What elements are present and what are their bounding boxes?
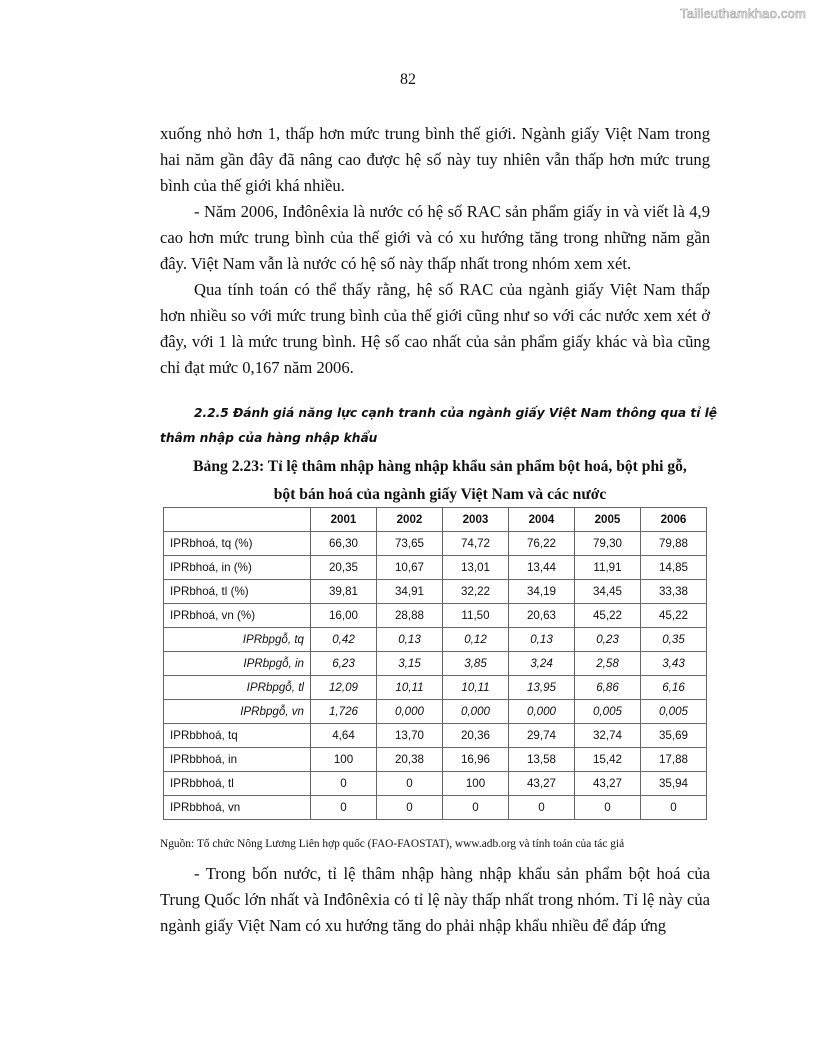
body-text-top (160, 121, 710, 381)
table-cell: 11,50 (443, 604, 509, 628)
table-cell: 45,22 (575, 604, 641, 628)
table-row (164, 676, 707, 700)
table-cell: 10,11 (377, 676, 443, 700)
table-cell: 6,16 (641, 676, 707, 700)
section-heading: 2.2.5 Đánh giá năng lực cạnh tranh của ngành giấy Việt Nam thông qua tỉ lệ thâm nhập của hàng nhập khẩu (160, 406, 718, 445)
table-cell: 0 (575, 796, 641, 820)
table-cell: 32,74 (575, 724, 641, 748)
table-cell: 13,01 (443, 556, 509, 580)
year-header: 2002 (377, 508, 443, 532)
table-cell: 10,67 (377, 556, 443, 580)
table-cell: 0,13 (377, 628, 443, 652)
table-cell: 43,27 (575, 772, 641, 796)
row-label: IPRbpgỗ, tl (164, 676, 311, 700)
table-row (164, 796, 707, 820)
table-cell: 0,12 (443, 628, 509, 652)
table-row (164, 748, 707, 772)
table-cell: 3,15 (377, 652, 443, 676)
table-cell: 0,005 (575, 700, 641, 724)
table-cell: 2,58 (575, 652, 641, 676)
table-caption-line-1: Bảng 2.23: Tỉ lệ thâm nhập hàng nhập khẩu sản phẩm bột hoá, bột phi gỗ, (193, 458, 687, 475)
table-cell: 3,43 (641, 652, 707, 676)
table-cell: 6,86 (575, 676, 641, 700)
table-cell: 6,23 (311, 652, 377, 676)
row-label: IPRbbhoá, in (164, 748, 311, 772)
year-header: 2001 (311, 508, 377, 532)
table-cell: 34,45 (575, 580, 641, 604)
table-cell: 0 (311, 796, 377, 820)
table-cell: 45,22 (641, 604, 707, 628)
table-cell: 43,27 (509, 772, 575, 796)
watermark: Tailieuthamkhao.com (680, 6, 806, 21)
table-cell: 0 (311, 772, 377, 796)
table-row (164, 580, 707, 604)
table-cell: 11,91 (575, 556, 641, 580)
row-label: IPRbpgỗ, vn (164, 700, 311, 724)
paragraph: - Trong bốn nước, tỉ lệ thâm nhập hàng nhập khẩu sản phẩm bột hoá của Trung Quốc lớn nhất và Inđônêxia có tỉ lệ này thấp nhất trong nhóm. Tỉ lệ này của ngành giấy Việt Nam có xu hướng tăng do phải nhập khẩu nhiều để đáp ứng (160, 864, 710, 935)
table-row (164, 532, 707, 556)
table-row (164, 700, 707, 724)
table-cell: 20,35 (311, 556, 377, 580)
table-row (164, 604, 707, 628)
row-label: IPRbhoá, tl (%) (164, 580, 311, 604)
table-cell: 29,74 (509, 724, 575, 748)
table-caption (160, 453, 720, 509)
table-cell: 34,91 (377, 580, 443, 604)
row-label: IPRbpgỗ, in (164, 652, 311, 676)
year-header: 2006 (641, 508, 707, 532)
table-cell: 74,72 (443, 532, 509, 556)
source-note: Nguồn: Tổ chức Nông Lương Liên hợp quốc (FAO-FAOSTAT), www.adb.org và tính toán của tác giả (160, 838, 625, 850)
table-cell: 33,38 (641, 580, 707, 604)
table-row (164, 652, 707, 676)
table-cell: 20,38 (377, 748, 443, 772)
table-cell: 3,24 (509, 652, 575, 676)
row-label: IPRbpgỗ, tq (164, 628, 311, 652)
table-cell: 3,85 (443, 652, 509, 676)
table-cell: 13,95 (509, 676, 575, 700)
table-cell: 79,88 (641, 532, 707, 556)
table-row (164, 556, 707, 580)
table-cell: 0,13 (509, 628, 575, 652)
table-cell: 0 (641, 796, 707, 820)
table-cell: 39,81 (311, 580, 377, 604)
table-cell: 12,09 (311, 676, 377, 700)
table-cell: 14,85 (641, 556, 707, 580)
table-cell: 16,96 (443, 748, 509, 772)
table-cell: 34,19 (509, 580, 575, 604)
table-cell: 0 (377, 796, 443, 820)
table-cell: 10,11 (443, 676, 509, 700)
table-cell: 15,42 (575, 748, 641, 772)
table-cell: 0,000 (377, 700, 443, 724)
table-cell: 0,23 (575, 628, 641, 652)
table-caption-line-2: bột bán hoá của ngành giấy Việt Nam và các nước (273, 486, 607, 503)
table-cell: 20,63 (509, 604, 575, 628)
body-text-bottom (160, 861, 710, 939)
table-header-corner (164, 508, 311, 532)
row-label: IPRbbhoá, tl (164, 772, 311, 796)
table-cell: 0,005 (641, 700, 707, 724)
row-label: IPRbhoá, vn (%) (164, 604, 311, 628)
row-label: IPRbbhoá, tq (164, 724, 311, 748)
table-header-row (164, 508, 707, 532)
table-cell: 66,30 (311, 532, 377, 556)
table-cell: 35,94 (641, 772, 707, 796)
table-cell: 35,69 (641, 724, 707, 748)
page-number: 82 (400, 71, 416, 88)
table-cell: 20,36 (443, 724, 509, 748)
row-label: IPRbhoá, in (%) (164, 556, 311, 580)
table-cell: 16,00 (311, 604, 377, 628)
table-cell: 13,44 (509, 556, 575, 580)
table-cell: 0 (509, 796, 575, 820)
year-header: 2005 (575, 508, 641, 532)
row-label: IPRbbhoá, vn (164, 796, 311, 820)
table-cell: 79,30 (575, 532, 641, 556)
table-cell: 13,70 (377, 724, 443, 748)
table-cell: 100 (311, 748, 377, 772)
table-cell: 0,000 (443, 700, 509, 724)
table-cell: 17,88 (641, 748, 707, 772)
table-cell: 13,58 (509, 748, 575, 772)
table-row (164, 628, 707, 652)
year-header: 2004 (509, 508, 575, 532)
table-row (164, 772, 707, 796)
table-cell: 73,65 (377, 532, 443, 556)
paragraph: xuống nhỏ hơn 1, thấp hơn mức trung bình thế giới. Ngành giấy Việt Nam trong hai năm gần đây đã nâng cao được hệ số này tuy nhiên vẫn thấp hơn mức trung bình của thế giới khá nhiều. (160, 124, 710, 195)
table-cell: 0 (377, 772, 443, 796)
table-cell: 100 (443, 772, 509, 796)
paragraph: - Năm 2006, Inđônêxia là nước có hệ số RAC sản phẩm giấy in và viết là 4,9 cao hơn mức trung bình của thế giới và có xu hướng tăng trong những năm gần đây. Việt Nam vẫn là nước có hệ số này thấp nhất trong nhóm xem xét. (160, 202, 710, 273)
table-cell: 32,22 (443, 580, 509, 604)
table-cell: 0 (443, 796, 509, 820)
table-cell: 0,35 (641, 628, 707, 652)
table-cell: 4,64 (311, 724, 377, 748)
table-cell: 0,000 (509, 700, 575, 724)
paragraph: Qua tính toán có thể thấy rằng, hệ số RAC của ngành giấy Việt Nam thấp hơn nhiều so với mức trung bình của thế giới cũng như so với các nước xem xét ở đây, với 1 là mức trung bình. Hệ số cao nhất của sản phẩm giấy khác và bìa cũng chỉ đạt mức 0,167 năm 2006. (160, 280, 710, 377)
table-cell: 0,42 (311, 628, 377, 652)
table-row (164, 724, 707, 748)
table-cell: 1,726 (311, 700, 377, 724)
year-header: 2003 (443, 508, 509, 532)
data-table (163, 507, 707, 820)
row-label: IPRbhoá, tq (%) (164, 532, 311, 556)
table-cell: 28,88 (377, 604, 443, 628)
table-cell: 76,22 (509, 532, 575, 556)
